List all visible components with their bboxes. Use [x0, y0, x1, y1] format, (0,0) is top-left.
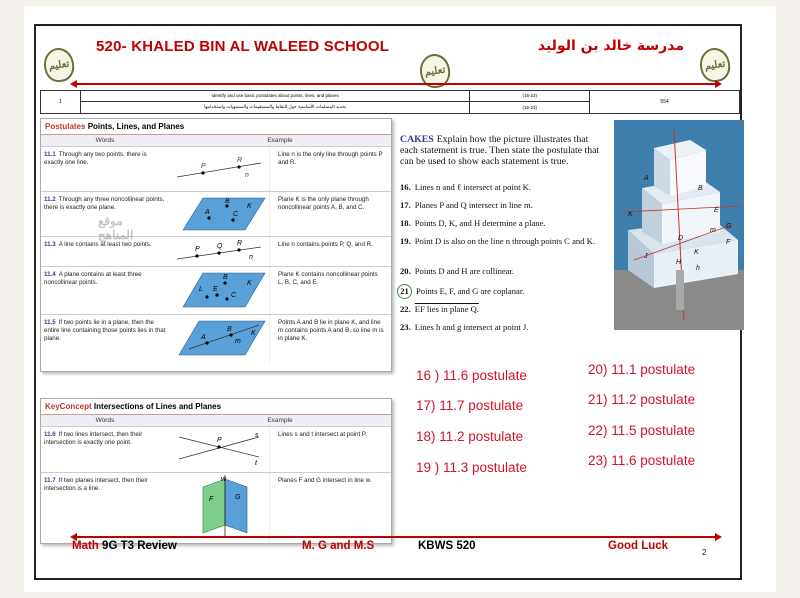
svg-text:K: K	[694, 249, 699, 256]
svg-text:h: h	[696, 265, 700, 272]
svg-text:F: F	[726, 239, 731, 246]
svg-text:H: H	[676, 259, 682, 266]
answer-22: 22) 11.5 postulate	[588, 423, 696, 438]
cake-picture	[614, 120, 744, 330]
postulates-heading: Postulates Points, Lines, and Planes	[41, 119, 391, 135]
question-17: 17. Planes P and Q intersect in line m.	[400, 200, 533, 210]
svg-text:K: K	[247, 203, 252, 210]
postulates-column-header: Words Example	[41, 135, 391, 147]
school-title-english: 520- KHALED BIN AL WALEED SCHOOL	[96, 38, 390, 55]
svg-text:P: P	[195, 246, 200, 253]
svg-text:E: E	[714, 207, 719, 214]
footer-school-code: KBWS 520	[418, 540, 476, 552]
postulate-row: 11.4 A plane contains at least three noncollinear points. L B C E K Plane K contains noncollinear points L, B, C, and E.	[41, 267, 391, 315]
svg-text:P: P	[217, 437, 222, 444]
intersecting-planes-figure	[169, 473, 269, 543]
svg-text:B: B	[227, 326, 232, 333]
question-23: 23. Lines h and g intersect at point J.	[400, 322, 529, 332]
svg-text:w: w	[221, 476, 227, 483]
objective-english: Identify and use basic postulates about points, lines, and planes	[80, 91, 469, 102]
postulate-row: 11.2 Through any three noncollinear points, there is exactly one plane. A B C K Plane K is the only plane through noncollinear points A, B, and C.	[41, 192, 391, 237]
question-19: 19. Point D is also on the line n through points C and K.	[400, 236, 595, 246]
svg-text:K: K	[251, 330, 256, 337]
svg-text:G: G	[235, 494, 241, 501]
footer-subject: Math 9G T3 Review	[72, 540, 177, 552]
objective-page: 554	[590, 91, 740, 114]
svg-text:s: s	[255, 432, 259, 439]
answer-23: 23) 11.6 postulate	[588, 453, 696, 468]
logo-left-icon: تعليم	[42, 46, 76, 84]
footer-divider	[76, 536, 716, 538]
page-frame	[34, 24, 742, 580]
objective-row-number: 1	[41, 91, 81, 114]
answer-17: 17) 11.7 postulate	[416, 398, 524, 413]
svg-text:m: m	[710, 227, 716, 234]
keyconcept-column-header: Words Example	[41, 415, 391, 427]
objective-range-1: (16-23)	[470, 91, 590, 102]
answer-16: 16 ) 11.6 postulate	[416, 368, 527, 383]
svg-text:B: B	[698, 185, 703, 192]
svg-text:C: C	[233, 211, 239, 218]
svg-text:A: A	[201, 334, 206, 341]
svg-text:L: L	[199, 286, 203, 293]
intersecting-lines-figure	[169, 427, 269, 472]
svg-text:K: K	[628, 211, 633, 218]
svg-text:m: m	[235, 338, 241, 345]
postulate-row: 11.3 A line contains at least two points. P Q R n Line n contains points P, Q, and R.	[41, 237, 391, 267]
line-in-plane-figure	[169, 315, 269, 363]
objective-range-2: (16-23)	[470, 101, 590, 113]
line-with-three-points-figure	[169, 237, 269, 266]
svg-text:R: R	[237, 240, 243, 247]
logo-right-icon: تعليم	[698, 46, 732, 84]
svg-text:F: F	[209, 496, 214, 503]
plane-k-figure	[169, 192, 269, 236]
cakes-instructions: CAKES Explain how the picture illustrates that each statement is true. Then state the postulate that can be used to show each statement is true.	[400, 134, 600, 167]
answer-18: 18) 11.2 postulate	[416, 429, 524, 444]
svg-text:n: n	[245, 172, 249, 179]
plane-four-points-figure	[169, 267, 269, 314]
svg-text:D: D	[678, 235, 684, 242]
svg-text:K: K	[247, 280, 252, 287]
footer-good-luck: Good Luck	[608, 540, 669, 552]
page-number: 2	[702, 548, 707, 557]
keyconcept-heading: KeyConcept Intersections of Lines and Planes	[41, 399, 391, 415]
worksheet-page	[24, 6, 776, 592]
answer-21: 21) 11.2 postulate	[588, 392, 696, 407]
svg-text:A: A	[205, 209, 210, 216]
svg-text:B: B	[223, 274, 228, 281]
svg-text:B: B	[225, 198, 230, 205]
question-21: 21 Points E, F, and G are coplanar.	[400, 284, 620, 299]
line-through-two-points-figure	[169, 147, 269, 191]
keyconcept-box	[40, 398, 392, 544]
question-16: 16. Lines n and ℓ intersect at point K.	[400, 182, 532, 192]
svg-text:n: n	[249, 254, 253, 261]
svg-text:C: C	[231, 292, 237, 299]
school-title-arabic: مدرسة خالد بن الوليد	[537, 38, 684, 54]
postulate-row: 11.5 If two points lie in a plane, then the entire line containing those points lies in that plane. A B m K Points A and B lie in plane K, and line m contains points A and B, so line m is in plane K.	[41, 315, 391, 363]
svg-text:G: G	[726, 223, 732, 230]
header-divider	[76, 83, 716, 85]
keyconcept-row: 11.6 If two lines intersect, then their intersection is exactly one point. P s t Lines s and t intersect at point P.	[41, 427, 391, 473]
svg-text:Q: Q	[217, 243, 223, 250]
logo-center-icon: تعليم	[418, 52, 452, 90]
question-18: 18. Points D, K, and H determine a plane.	[400, 218, 546, 228]
postulate-row: 11.1 Through any two points, there is exactly one line. P R n Line n is the only line through points P and R.	[41, 147, 391, 192]
svg-text:E: E	[213, 286, 218, 293]
question-22: 22. EF lies in plane Q.	[400, 304, 479, 314]
question-20: 20. Points D and H are collinear.	[400, 266, 515, 276]
objectives-table	[40, 90, 740, 114]
keyconcept-row: 11.7 If two planes intersect, then their intersection is a line. w F G Planes F and G intersect in line w.	[41, 473, 391, 543]
svg-text:P: P	[201, 163, 206, 170]
svg-text:t: t	[255, 460, 257, 467]
svg-text:A: A	[644, 175, 649, 182]
watermark-text: موقع المناهج	[98, 214, 134, 242]
answer-20: 20) 11.1 postulate	[588, 362, 696, 377]
answer-19: 19 ) 11.3 postulate	[416, 460, 527, 475]
objective-arabic: تحديد المسلمات الأساسية حول النقاط والمستقيمات والمستويات واستخدامها	[80, 101, 469, 113]
footer-teachers: M. G and M.S	[302, 540, 375, 552]
svg-text:J: J	[644, 253, 648, 260]
postulates-box	[40, 118, 392, 372]
svg-text:R: R	[237, 157, 243, 164]
